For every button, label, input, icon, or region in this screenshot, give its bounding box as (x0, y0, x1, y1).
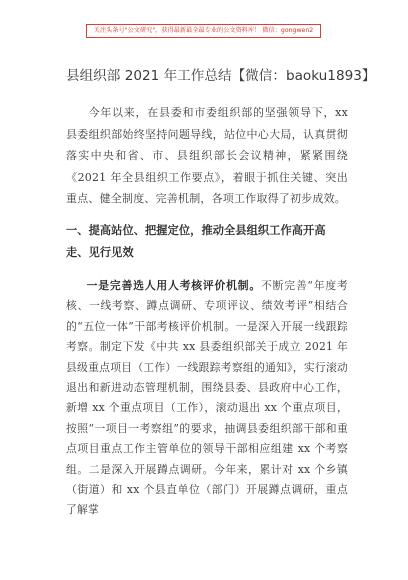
section-heading: 一、提高站位、把握定位，推动全县组织工作高开高走、见行见效 (66, 224, 326, 259)
intro-paragraph-text: 今年以来，在县委和市委组织部的坚强领导下，xx 县委组织部始终坚持问题导线，站位中心大局，认真贯彻落实中央和省、市、县组织部长会议精神，紧紧围绕《2021 年全县组织工作要点》，着眼于抓住关键、突出重点、健全制度、完善机制，各项工作取得了初步成效。 (66, 106, 348, 206)
paragraph-lead-bold: 一是完善选人用人考核评价机制。 (86, 279, 261, 292)
section-paragraph-text: 不断完善“年度考核、一线考察、蹲点调研、专项评议、绩效考评”相结合的“五位一体”干部考核评价机制。一是深入开展一线跟踪考察。制定下发《中共 xx 县委组织部关于成立 2021 年县级重点项目（工作）一线跟踪考察组的通知》，实行滚动退出和新进动态管理机制，围绕县委、县政府中心工作，新增 xx 个重点项目（工作），滚动退出 xx 个重点项目，按照“一项目一考察组”的要求，抽调县委组织部干部和重点项目重点工作主管单位的领导干部相应组建 xx 个考察组。二是深入开展蹲点调研。今年来，累计对 xx 个乡镇（街道）和 xx 个县直单位（部门）开展蹲点调研，重点了解掌 (66, 279, 348, 517)
intro-paragraph (66, 102, 348, 210)
section-paragraph (66, 276, 348, 521)
promo-banner: 关注头条号"公文研究"，获得最新最全最专业的公文资料库！ 微信：gongwen2 (86, 24, 321, 38)
document-title: 县组织部 2021 年工作总结【微信：baoku1893】 (66, 68, 376, 84)
